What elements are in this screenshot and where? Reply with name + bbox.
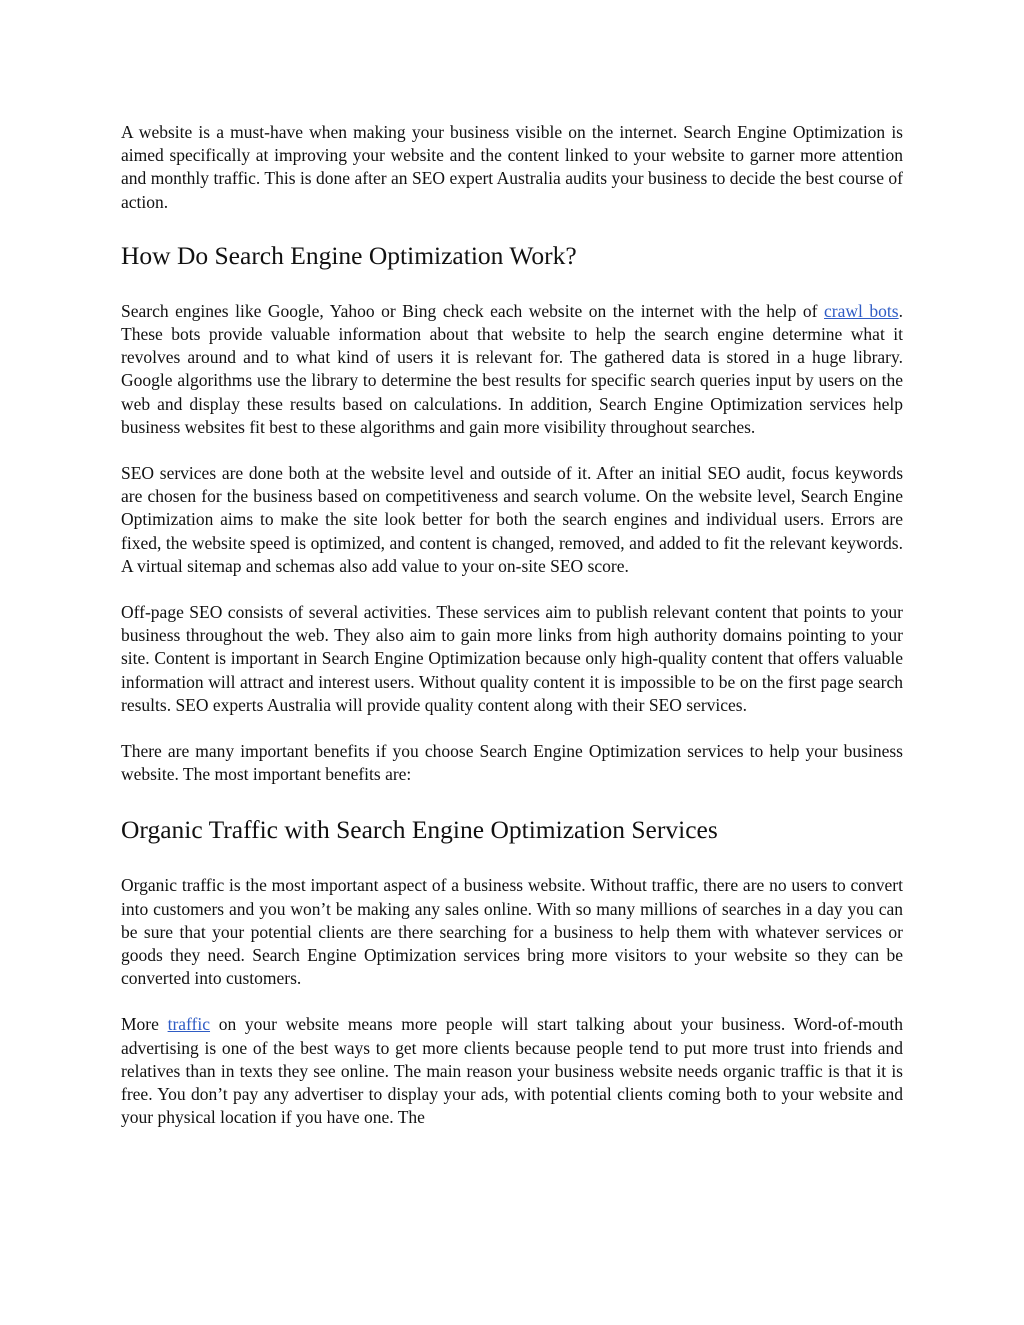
paragraph-text: on your website means more people will start talking about your business. Word-of-mouth advertising is one of the best ways to get more clients because people tend to put more trust into friends and relatives than in texts they see online. The main reason your business website needs organic traffic is that it is free. You don’t pay any advertiser to display your ads, with potential clients coming both to your website and your physical location if you have one. The	[121, 1014, 903, 1128]
paragraph-more-traffic	[121, 1013, 903, 1129]
paragraph-search-engines	[121, 300, 903, 439]
paragraph-text: . These bots provide valuable information about that website to help the search engine determine what it revolves around and to what kind of users it is relevant for. The gathered data is stored in a huge library. Google algorithms use the library to determine the best results for specific search queries input by users on the web and display these results based on calculations. In addition, Search Engine Optimization services help business websites fit best to these algorithms and gain more visibility throughout searches.	[121, 300, 903, 437]
paragraph-organic-traffic: Organic traffic is the most important aspect of a business website. Without traffic, there are no users to convert into customers and you won’t be making any sales online. With so many millions of searches in a day you can be sure that your potential clients are there searching for a business to help them with whatever services or goods they need. Search Engine Optimization services bring more visitors to your website so they can be converted into customers.	[121, 875, 903, 989]
section-heading-how-seo-works: How Do Search Engine Optimization Work?	[121, 240, 577, 270]
paragraph-benefits-intro: There are many important benefits if you choose Search Engine Optimization services to help your business website. The most important benefits are:	[121, 741, 903, 785]
section-heading-organic-traffic: Organic Traffic with Search Engine Optimization Services	[121, 815, 718, 845]
crawl-bots-link[interactable]: crawl bots	[824, 300, 899, 321]
traffic-link[interactable]: traffic	[167, 1014, 211, 1035]
paragraph-off-page-seo: Off-page SEO consists of several activities. These services aim to publish relevant content that points to your business throughout the web. They also aim to gain more links from high authority domains pointing to your site. Content is important in Search Engine Optimization because only high-quality content that offers valuable information will attract and interest users. Without quality content it is impossible to be on the first page search results. SEO experts Australia will provide quality content along with their SEO services.	[121, 602, 903, 715]
paragraph-text: Search engines like Google, Yahoo or Bing check each website on the internet with the help of	[121, 300, 825, 321]
document-page	[121, 121, 903, 1130]
paragraph-text: More	[121, 1014, 168, 1035]
paragraph-seo-services: SEO services are done both at the website level and outside of it. After an initial SEO audit, focus keywords are chosen for the business based on competitiveness and search volume. On the website level, Search Engine Optimization aims to make the site look better for both the search engines and individual users. Errors are fixed, the website speed is optimized, and content is changed, removed, and added to fit the relevant keywords. A virtual sitemap and schemas also add value to your on-site SEO score.	[121, 463, 903, 576]
intro-paragraph: A website is a must-have when making your business visible on the internet. Search Engine Optimization is aimed specifically at improving your website and the content linked to your website to garner more attention and monthly traffic. This is done after an SEO expert Australia audits your business to decide the best course of action.	[121, 122, 903, 212]
